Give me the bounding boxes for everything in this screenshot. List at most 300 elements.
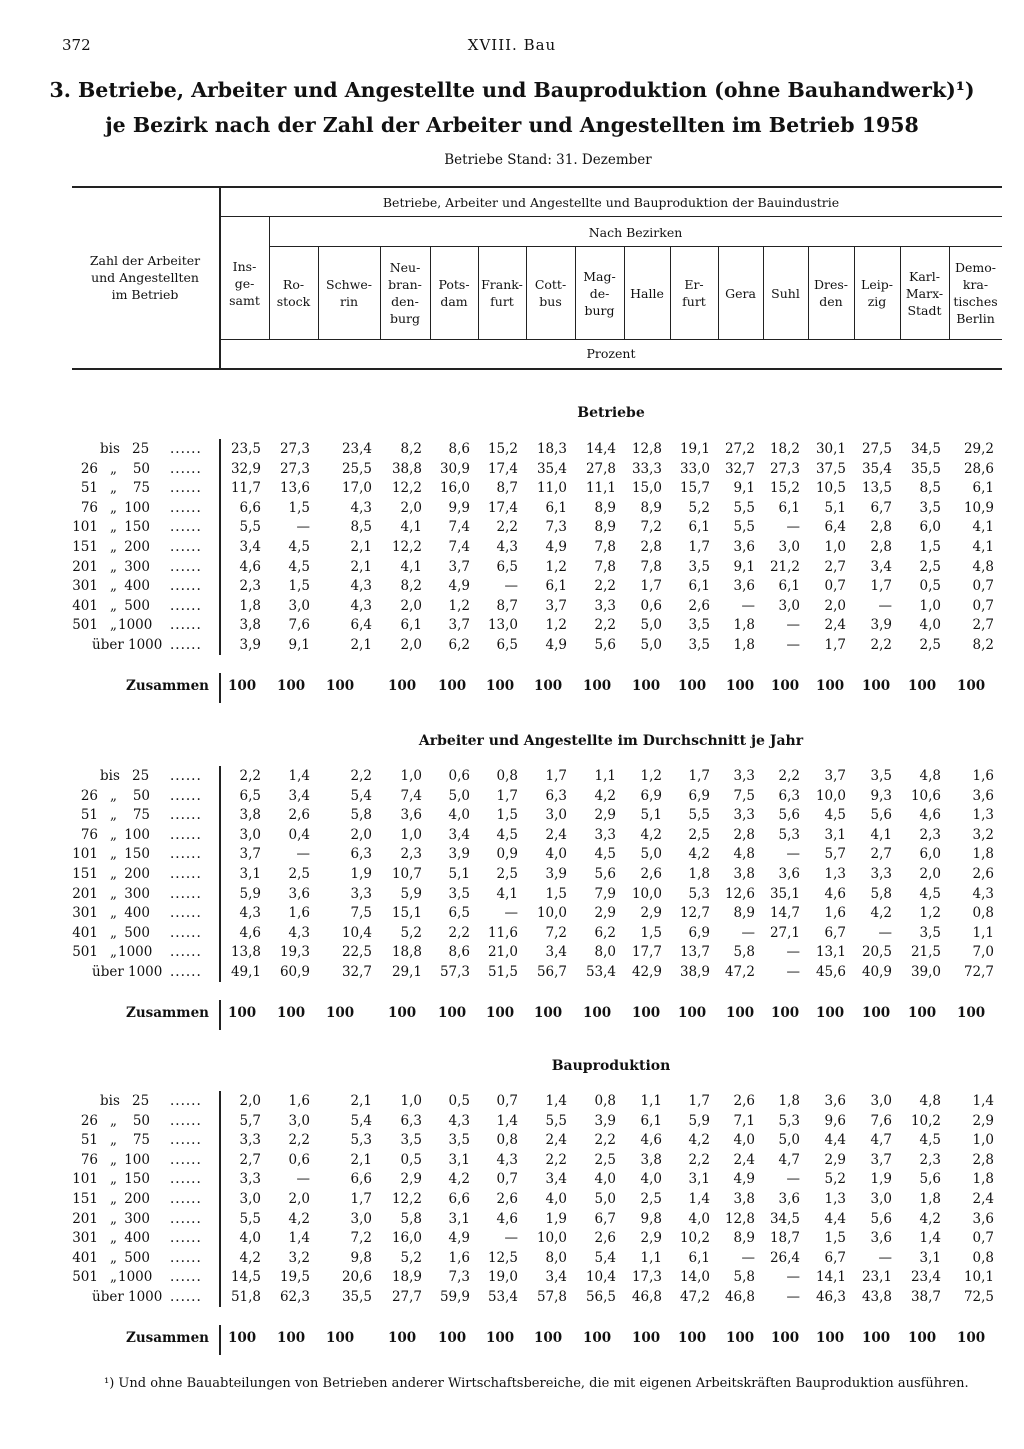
total-cell: 100: [678, 677, 707, 694]
table-cell: 12,8: [724, 1210, 755, 1227]
total-cell: 100: [908, 1004, 937, 1021]
table-cell: 2,0: [824, 597, 846, 614]
total-cell: 100: [534, 677, 563, 694]
table-cell: 10,7: [391, 866, 422, 882]
table-cell: —: [741, 924, 755, 941]
table-cell: 4,2: [448, 1171, 470, 1188]
column-header-line: Neu-: [389, 260, 421, 275]
table-cell: 6,5: [496, 558, 518, 575]
table-cell: 2,7: [239, 1151, 261, 1168]
table-cell: 3,4: [239, 539, 261, 555]
table-cell: 2,2: [778, 768, 800, 784]
column-header: [526, 276, 575, 310]
stub-header-line: im Betrieb: [111, 287, 179, 302]
table-cell: 30,1: [815, 441, 846, 457]
table-cell: 7,8: [594, 558, 616, 575]
table-cell: 2,4: [972, 1191, 994, 1207]
row-label: 400: [124, 905, 150, 922]
table-cell: 3,0: [545, 807, 567, 824]
table-cell: 2,1: [350, 539, 372, 555]
table-cell: 3,0: [288, 1112, 310, 1129]
row-label: 1000: [128, 637, 163, 653]
row-label: 301: [72, 1230, 98, 1247]
table-cell: 1,8: [688, 866, 710, 882]
table-cell: 1,1: [972, 924, 994, 941]
table-cell: 27,7: [391, 1289, 422, 1305]
table-cell: 4,6: [239, 558, 261, 575]
table-cell: 8,2: [972, 637, 994, 653]
table-cell: 4,3: [350, 578, 372, 595]
table-cell: 1,8: [919, 1191, 941, 1207]
table-cell: 0,7: [972, 597, 994, 614]
table-cell: 2,0: [400, 597, 422, 614]
table-cell: 3,0: [870, 1093, 892, 1109]
total-cell: 100: [771, 1329, 800, 1346]
leader-dots: ......: [170, 807, 202, 824]
row-label: 301: [72, 578, 98, 595]
table-cell: 2,9: [640, 905, 662, 922]
table-cell: 27,5: [861, 441, 892, 457]
table-cell: 5,2: [400, 1249, 422, 1266]
table-cell: —: [296, 519, 310, 536]
total-cell: 100: [388, 1004, 417, 1021]
header-rule-2: [269, 246, 1002, 247]
column-header: [575, 268, 624, 319]
table-cell: 1,6: [824, 905, 846, 922]
total-cell: 100: [438, 1004, 467, 1021]
row-label: über: [92, 964, 124, 980]
table-cell: 34,5: [769, 1210, 800, 1227]
table-cell: 3,1: [448, 1210, 470, 1227]
table-cell: 20,5: [861, 944, 892, 961]
table-cell: 3,9: [870, 617, 892, 634]
table-cell: 3,3: [239, 1132, 261, 1149]
table-cell: 7,2: [640, 519, 662, 536]
table-cell: 32,7: [724, 460, 755, 477]
row-label: 500: [124, 924, 150, 941]
table-cell: 1,7: [870, 578, 892, 595]
table-cell: 4,9: [545, 539, 567, 555]
table-cell: 5,2: [688, 499, 710, 516]
table-cell: 2,2: [448, 924, 470, 941]
table-cell: 9,1: [288, 637, 310, 653]
row-label: „: [110, 519, 117, 536]
table-cell: 1,4: [496, 1112, 518, 1129]
table-cell: 0,7: [972, 1230, 994, 1247]
table-cell: 1,9: [870, 1171, 892, 1188]
column-header-line: Berlin: [956, 311, 995, 326]
table-cell: 6,7: [824, 924, 846, 941]
table-cell: 3,1: [688, 1171, 710, 1188]
unit-header: Prozent: [586, 346, 636, 361]
table-cell: 19,3: [279, 944, 310, 961]
table-cell: 27,8: [585, 460, 616, 477]
table-cell: 3,4: [545, 944, 567, 961]
total-cell: 100: [388, 677, 417, 694]
group-header: Betriebe, Arbeiter und Angestellte und Bauproduktion der Bauindustrie: [382, 195, 840, 210]
row-label: „: [110, 1210, 117, 1227]
table-cell: 4,2: [288, 1210, 310, 1227]
row-label: 401: [72, 597, 98, 614]
table-cell: 2,4: [545, 826, 567, 843]
table-cell: 11,6: [487, 924, 518, 941]
row-label: „: [110, 866, 117, 882]
table-cell: 5,1: [824, 499, 846, 516]
row-label: 1000: [118, 1269, 153, 1286]
table-cell: 4,1: [400, 519, 422, 536]
table-cell: 0,7: [972, 578, 994, 595]
table-cell: 10,2: [679, 1230, 710, 1247]
table-cell: 5,0: [448, 787, 470, 804]
table-cell: 35,4: [861, 460, 892, 477]
table-cell: 28,6: [963, 460, 994, 477]
table-cell: 3,7: [448, 617, 470, 634]
table-cell: 5,1: [448, 866, 470, 882]
table-cell: 2,5: [919, 637, 941, 653]
total-cell: 100: [228, 1329, 257, 1346]
table-cell: 20,6: [341, 1269, 372, 1286]
table-cell: 3,6: [400, 807, 422, 824]
table-cell: 3,3: [239, 1171, 261, 1188]
table-cell: 5,0: [594, 1191, 616, 1207]
table-cell: 3,7: [824, 768, 846, 784]
leader-dots: ......: [170, 637, 202, 653]
table-cell: 1,5: [824, 1230, 846, 1247]
table-cell: 15,7: [679, 480, 710, 497]
row-label: 76: [80, 826, 98, 843]
table-cell: 4,3: [350, 499, 372, 516]
table-cell: 72,7: [963, 964, 994, 980]
table-cell: 4,5: [919, 1132, 941, 1149]
stub-header-line: Zahl der Arbeiter: [89, 253, 201, 268]
row-label: 151: [72, 1191, 98, 1207]
table-cell: 4,6: [824, 885, 846, 902]
table-cell: 27,3: [279, 460, 310, 477]
table-cell: 4,1: [400, 558, 422, 575]
table-cell: 2,8: [972, 1151, 994, 1168]
column-header-line: furt: [682, 294, 706, 309]
leader-dots: ......: [170, 480, 202, 497]
table-cell: 1,7: [350, 1191, 372, 1207]
table-cell: 5,6: [594, 637, 616, 653]
table-cell: 3,6: [778, 1191, 800, 1207]
table-cell: 56,7: [536, 964, 567, 980]
row-label: 201: [72, 1210, 98, 1227]
table-cell: 1,5: [640, 924, 662, 941]
total-cell: 100: [908, 677, 937, 694]
table-cell: 25,5: [341, 460, 372, 477]
table-cell: 2,5: [640, 1191, 662, 1207]
row-label: „: [110, 1269, 117, 1286]
table-cell: 0,8: [594, 1093, 616, 1109]
table-cell: —: [296, 1171, 310, 1188]
table-cell: 9,6: [824, 1112, 846, 1129]
total-cell: 100: [438, 1329, 467, 1346]
leader-dots: ......: [170, 1191, 202, 1207]
table-cell: 6,5: [496, 637, 518, 653]
row-label: „: [110, 1112, 117, 1129]
table-cell: 1,2: [545, 558, 567, 575]
row-label: „: [110, 885, 117, 902]
row-label: 76: [80, 1151, 98, 1168]
table-cell: 1,5: [288, 499, 310, 516]
column-header-line: Schwe-: [326, 277, 372, 292]
table-cell: 15,2: [769, 480, 800, 497]
total-cell: 100: [862, 677, 891, 694]
table-cell: 1,3: [824, 1191, 846, 1207]
table-cell: 3,6: [824, 1093, 846, 1109]
row-label: „: [110, 1230, 117, 1247]
table-cell: 1,5: [919, 539, 941, 555]
total-cell: 100: [632, 1004, 661, 1021]
table-cell: 6,1: [972, 480, 994, 497]
table-cell: 3,3: [870, 866, 892, 882]
table-cell: 6,1: [400, 617, 422, 634]
column-header-line: Demo-: [954, 260, 997, 275]
leader-dots: ......: [170, 1132, 202, 1149]
table-cell: —: [786, 846, 800, 863]
table-cell: 2,3: [400, 846, 422, 863]
table-cell: 2,5: [288, 866, 310, 882]
table-cell: 6,5: [448, 905, 470, 922]
row-label: bis: [100, 768, 120, 784]
table-cell: 4,8: [972, 558, 994, 575]
leader-dots: ......: [170, 787, 202, 804]
table-cell: 4,0: [688, 1210, 710, 1227]
column-header: [949, 259, 1002, 327]
table-cell: 5,5: [239, 519, 261, 536]
table-cell: 4,2: [688, 846, 710, 863]
table-cell: 1,9: [350, 866, 372, 882]
table-cell: 4,4: [824, 1210, 846, 1227]
table-cell: 12,5: [487, 1249, 518, 1266]
table-cell: 35,5: [910, 460, 941, 477]
table-cell: 2,9: [400, 1171, 422, 1188]
table-cell: 2,6: [640, 866, 662, 882]
table-cell: 1,5: [288, 578, 310, 595]
table-title-line-1: 3. Betriebe, Arbeiter und Angestellte und Bauproduktion (ohne Bauhandwerk)¹): [49, 78, 975, 102]
table-cell: 4,2: [688, 1132, 710, 1149]
column-header-line: burg: [584, 302, 615, 318]
row-label: 76: [80, 499, 98, 516]
table-cell: 6,1: [545, 578, 567, 595]
total-cell: 100: [326, 1329, 355, 1346]
row-label: „: [110, 617, 117, 634]
table-cell: 9,1: [733, 558, 755, 575]
table-cell: 56,5: [585, 1289, 616, 1305]
section-title: Arbeiter und Angestellte im Durchschnitt je Jahr: [418, 733, 804, 749]
table-cell: 11,1: [585, 480, 616, 497]
table-cell: 3,8: [640, 1151, 662, 1168]
table-cell: 0,5: [400, 1151, 422, 1168]
table-cell: 17,0: [341, 480, 372, 497]
table-cell: —: [504, 578, 518, 595]
table-cell: 3,1: [239, 866, 261, 882]
column-header: [763, 285, 808, 302]
table-cell: 3,3: [733, 768, 755, 784]
table-cell: 21,2: [769, 558, 800, 575]
table-cell: 3,7: [545, 597, 567, 614]
table-cell: —: [786, 1171, 800, 1188]
table-cell: 3,5: [688, 637, 710, 653]
row-label: „: [110, 539, 117, 555]
table-cell: 13,8: [230, 944, 261, 961]
column-header-line: tisches: [953, 294, 998, 309]
table-cell: 6,6: [350, 1171, 372, 1188]
table-cell: 10,9: [963, 499, 994, 516]
table-cell: 2,9: [594, 905, 616, 922]
table-cell: 3,0: [350, 1210, 372, 1227]
row-label: „: [110, 1132, 117, 1149]
leader-dots: ......: [170, 1112, 202, 1129]
table-cell: 1,5: [545, 885, 567, 902]
table-cell: 7,1: [733, 1112, 755, 1129]
table-cell: 6,3: [545, 787, 567, 804]
table-cell: 17,7: [631, 944, 662, 961]
table-cell: 2,8: [733, 826, 755, 843]
table-cell: 2,0: [919, 866, 941, 882]
table-cell: 1,1: [640, 1093, 662, 1109]
table-cell: 0,9: [496, 846, 518, 863]
section-title: Bauproduktion: [551, 1058, 671, 1074]
table-cell: 2,2: [350, 768, 372, 784]
column-header-line: Dres-: [813, 277, 849, 292]
leader-dots: ......: [170, 1151, 202, 1168]
table-cell: 27,2: [724, 441, 755, 457]
table-cell: 1,1: [640, 1249, 662, 1266]
row-label: 301: [72, 905, 98, 922]
table-cell: 6,1: [688, 578, 710, 595]
table-cell: 2,0: [239, 1093, 261, 1109]
table-cell: —: [296, 846, 310, 863]
row-label: „: [110, 1249, 117, 1266]
table-cell: 4,2: [870, 905, 892, 922]
table-cell: 1,5: [496, 807, 518, 824]
table-cell: 5,7: [239, 1112, 261, 1129]
leader-dots: ......: [170, 519, 202, 536]
table-cell: 33,3: [631, 460, 662, 477]
row-label: 1000: [118, 944, 153, 961]
table-cell: 1,6: [972, 768, 994, 784]
table-cell: 14,0: [679, 1269, 710, 1286]
table-cell: 6,5: [239, 787, 261, 804]
table-cell: 40,9: [861, 964, 892, 980]
table-cell: 4,0: [239, 1230, 261, 1247]
table-cell: 2,9: [972, 1112, 994, 1129]
table-cell: 3,0: [239, 1191, 261, 1207]
total-label: Zusammen: [126, 677, 209, 694]
row-label: 401: [72, 1249, 98, 1266]
table-cell: 5,2: [824, 1171, 846, 1188]
row-label: 51: [80, 807, 98, 824]
table-cell: 2,2: [496, 519, 518, 536]
table-cell: 59,9: [439, 1289, 470, 1305]
row-label: „: [110, 460, 117, 477]
leader-dots: ......: [170, 944, 202, 961]
table-cell: 7,0: [972, 944, 994, 961]
table-cell: 10,0: [631, 885, 662, 902]
row-label: 100: [124, 826, 150, 843]
table-cell: 7,3: [448, 1269, 470, 1286]
row-label: 25: [132, 768, 150, 784]
table-cell: 3,5: [870, 768, 892, 784]
table-cell: 4,9: [448, 578, 470, 595]
total-cell: 100: [583, 1004, 612, 1021]
table-cell: 4,6: [640, 1132, 662, 1149]
table-cell: 4,0: [545, 846, 567, 863]
table-cell: 5,7: [824, 846, 846, 863]
table-cell: 4,3: [448, 1112, 470, 1129]
row-label: 75: [132, 1132, 150, 1149]
table-cell: 19,0: [487, 1269, 518, 1286]
table-cell: 26,4: [769, 1249, 800, 1266]
table-cell: 2,3: [919, 1151, 941, 1168]
leader-dots: ......: [170, 499, 202, 516]
table-cell: 29,2: [963, 441, 994, 457]
total-cell: 100: [326, 1004, 355, 1021]
table-cell: 1,8: [778, 1093, 800, 1109]
leader-dots: ......: [170, 460, 202, 477]
leader-dots: ......: [170, 539, 202, 555]
table-cell: 1,1: [594, 768, 616, 784]
table-cell: 3,5: [919, 499, 941, 516]
row-label: 1000: [128, 1289, 163, 1305]
total-cell: 100: [388, 1329, 417, 1346]
table-cell: 1,7: [496, 787, 518, 804]
table-cell: 14,1: [815, 1269, 846, 1286]
row-label: „: [110, 1171, 117, 1188]
table-cell: 3,5: [688, 558, 710, 575]
table-cell: 6,1: [778, 578, 800, 595]
page-number: 372: [62, 36, 91, 54]
table-cell: 3,4: [545, 1269, 567, 1286]
table-cell: 2,2: [594, 617, 616, 634]
table-cell: 7,3: [545, 519, 567, 536]
table-cell: 51,8: [230, 1289, 261, 1305]
table-cell: 4,3: [239, 905, 261, 922]
table-cell: 9,3: [870, 787, 892, 804]
row-label: „: [110, 924, 117, 941]
row-label: 501: [72, 617, 98, 634]
table-cell: 35,1: [769, 885, 800, 902]
table-cell: 10,5: [815, 480, 846, 497]
header-bottom-rule: [72, 368, 1002, 370]
table-cell: 5,5: [239, 1210, 261, 1227]
row-label: „: [110, 1151, 117, 1168]
table-cell: 3,0: [778, 539, 800, 555]
table-cell: 5,5: [733, 519, 755, 536]
stub-separator: [219, 673, 221, 703]
stub-separator: [219, 1000, 221, 1030]
table-cell: 6,0: [919, 846, 941, 863]
table-cell: 3,3: [733, 807, 755, 824]
table-cell: 38,9: [679, 964, 710, 980]
table-cell: 2,5: [496, 866, 518, 882]
table-cell: 4,5: [288, 558, 310, 575]
table-cell: 18,7: [769, 1230, 800, 1247]
table-cell: 19,5: [279, 1269, 310, 1286]
table-cell: 3,6: [972, 787, 994, 804]
table-cell: 37,5: [815, 460, 846, 477]
row-label: 401: [72, 924, 98, 941]
table-cell: 0,5: [919, 578, 941, 595]
column-header: [808, 276, 854, 310]
table-cell: 12,6: [724, 885, 755, 902]
table-cell: 9,8: [350, 1249, 372, 1266]
table-cell: 6,6: [448, 1191, 470, 1207]
table-cell: 7,4: [448, 539, 470, 555]
column-header-line: Ro-: [282, 277, 305, 292]
